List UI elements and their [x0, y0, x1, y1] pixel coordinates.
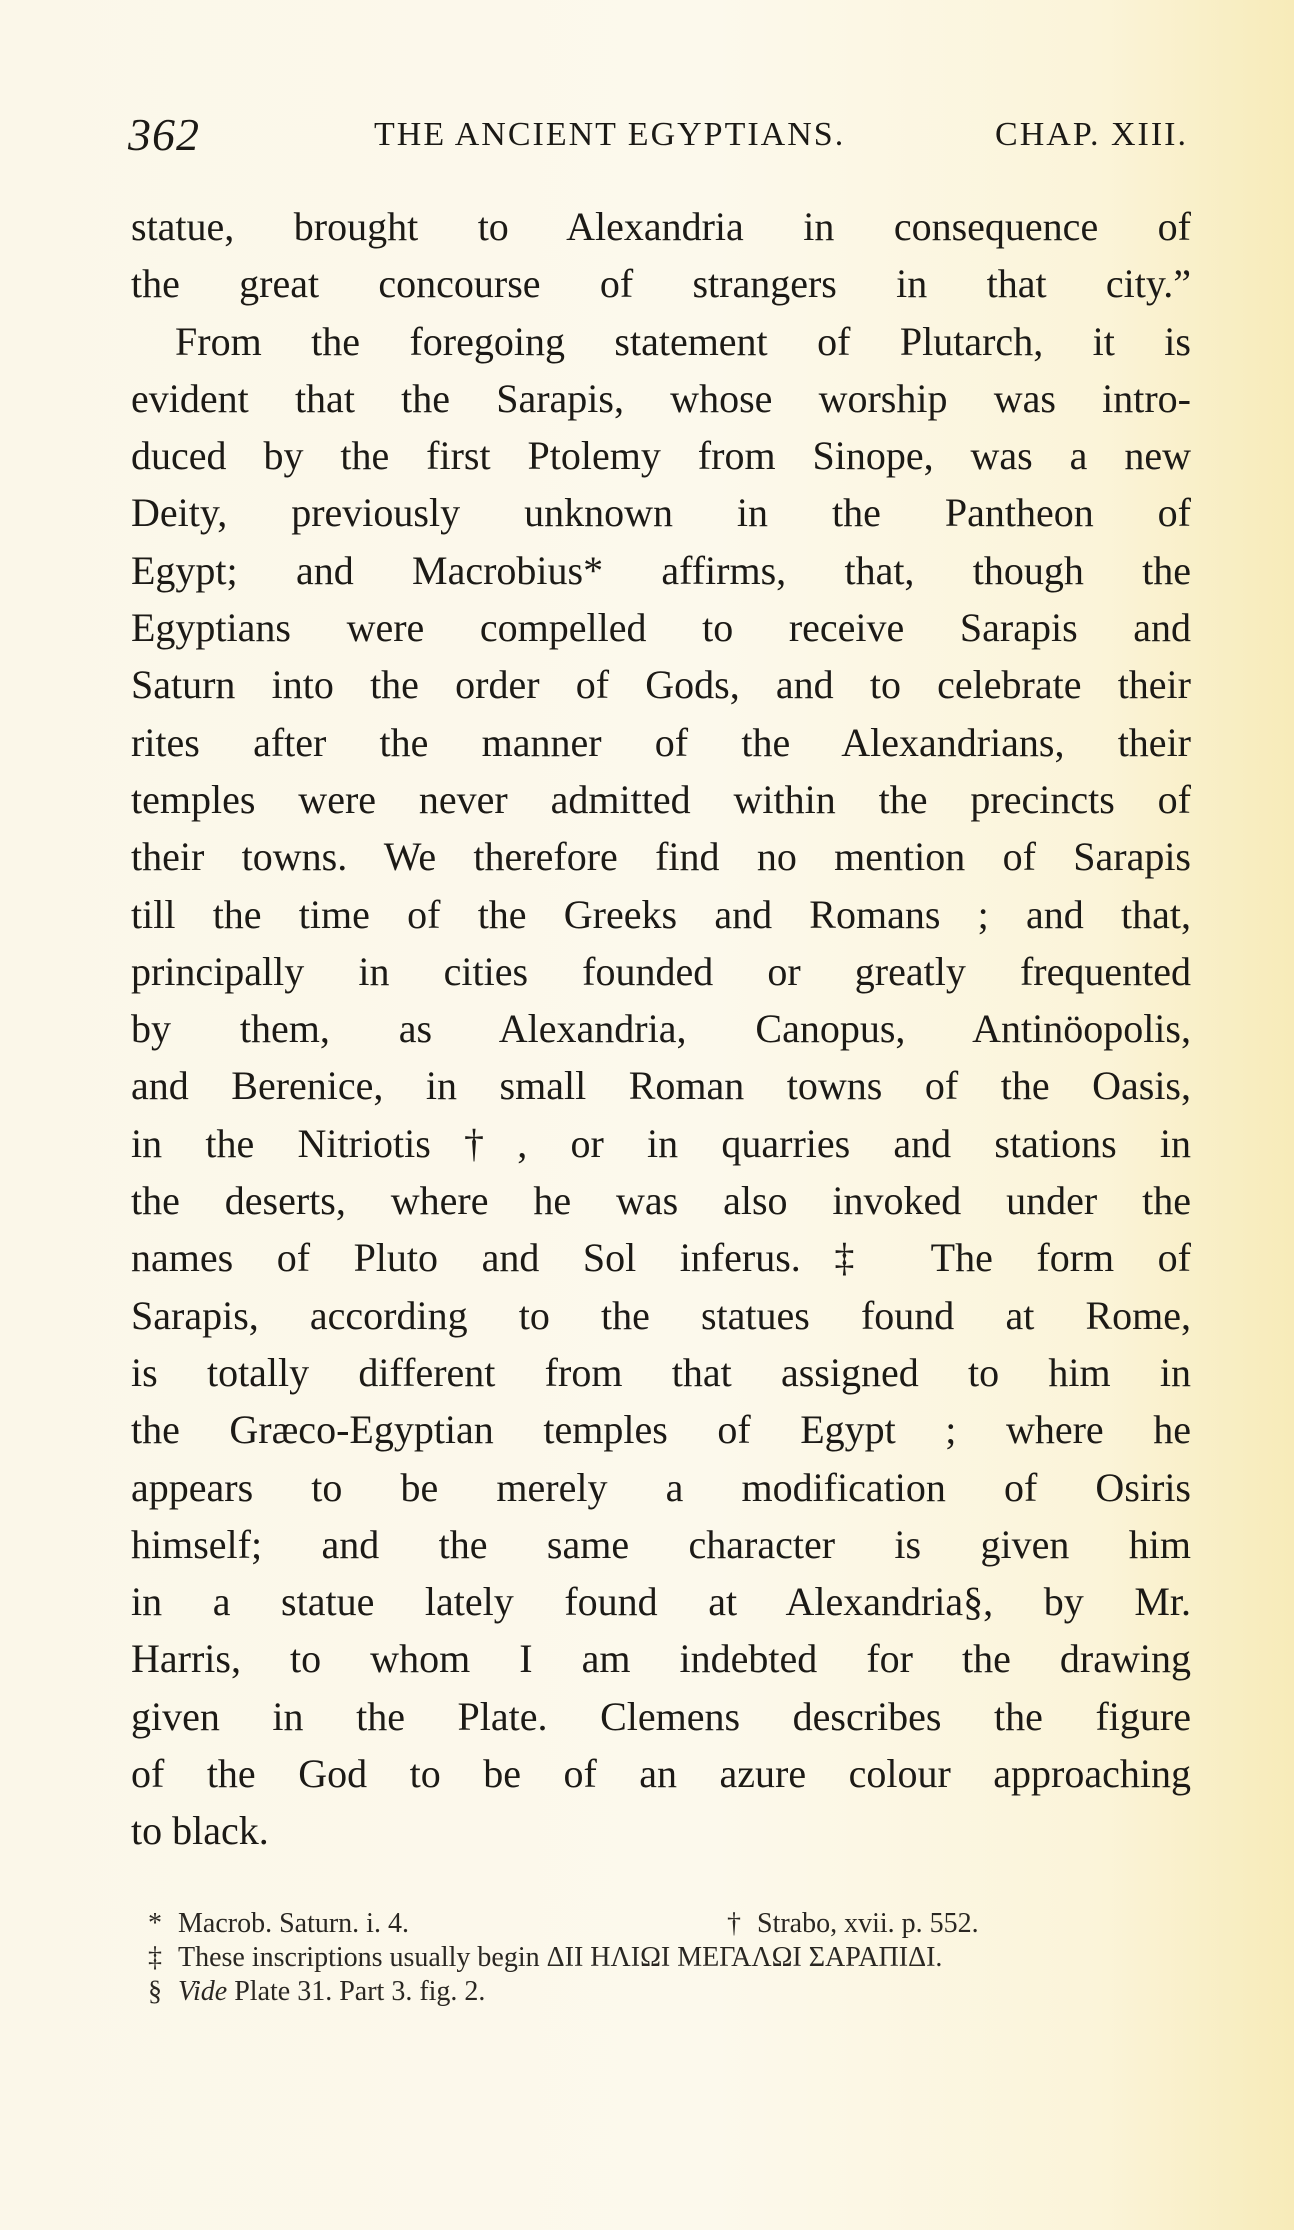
footnote-row [148, 1907, 1192, 1941]
footnote-mark: * [148, 1908, 162, 1939]
footnote-plate [148, 1975, 1192, 2009]
text-line: temples were never admitted within the precincts of [131, 776, 1191, 822]
text-line: their towns. We therefore find no mention of Sarapis [131, 834, 1191, 880]
body-text [131, 198, 1191, 1860]
text-line: and Berenice, in small Roman towns of the Oasis, [131, 1063, 1191, 1109]
footnote-mark: ‡ [148, 1942, 162, 1973]
text-line: of the God to be of an azure colour approaching [131, 1751, 1191, 1797]
text-line: From the foregoing statement of Plutarch, it is [175, 318, 1191, 364]
text-line: Egypt; and Macrobius* affirms, that, though the [131, 547, 1191, 593]
text-line: to black. [131, 1808, 269, 1854]
text-line: the Græco-Egyptian temples of Egypt ; where he [131, 1407, 1191, 1453]
text-line: Sarapis, according to the statues found at Rome, [131, 1292, 1191, 1338]
footnote-mark: † [727, 1908, 741, 1939]
footnote-inscriptions [148, 1941, 1192, 1975]
text-line: statue, brought to Alexandria in consequence of [131, 204, 1191, 249]
footnote-text: Macrob. Saturn. i. 4. [178, 1908, 409, 1939]
text-line: till the time of the Greeks and Romans ; and that, [131, 891, 1191, 937]
text-line: rites after the manner of the Alexandrians, their [131, 719, 1191, 765]
text-line: the great concourse of strangers in that city.” [131, 261, 1191, 307]
footnote-mark: § [148, 1976, 162, 2007]
running-head [128, 108, 1188, 158]
text-line: is totally different from that assigned to him in [131, 1349, 1191, 1395]
text-line: in the Nitriotis†, or in quarries and stations in [131, 1120, 1191, 1166]
footnote-text: These inscriptions usually begin ΔΙΙ ΗΛΙΩΙ ΜΕΓΑΛΩΙ ΣΑΡΑΠΙΔΙ. [178, 1942, 943, 1973]
text-line: Deity, previously unknown in the Pantheon of [131, 490, 1191, 536]
text-line: appears to be merely a modification of Osiris [131, 1464, 1191, 1510]
footnote-macrobius [148, 1907, 409, 1941]
footnote-text: Plate 31. Part 3. fig. 2. [227, 1976, 486, 2007]
text-line: names of Pluto and Sol inferus.‡ The form of [131, 1235, 1191, 1281]
footnote-vide: Vide [178, 1976, 228, 2007]
text-line: duced by the first Ptolemy from Sinope, was a new [131, 433, 1191, 479]
text-line: by them, as Alexandria, Canopus, Antinöopolis, [131, 1006, 1191, 1052]
running-title: THE ANCIENT EGYPTIANS. [374, 116, 846, 153]
text-line: evident that the Sarapis, whose worship was intro- [131, 375, 1191, 421]
text-line: Saturn into the order of Gods, and to celebrate their [131, 662, 1191, 708]
chapter-label: CHAP. XIII. [995, 116, 1188, 153]
text-line: given in the Plate. Clemens describes the figure [131, 1693, 1191, 1739]
text-line: Harris, to whom I am indebted for the drawing [131, 1636, 1191, 1682]
footnote-text: Strabo, xvii. p. 552. [757, 1908, 979, 1939]
text-line: principally in cities founded or greatly frequented [131, 948, 1191, 994]
text-line: the deserts, where he was also invoked under the [131, 1178, 1191, 1224]
text-line: Egyptians were compelled to receive Sarapis and [131, 605, 1191, 651]
page-number: 362 [128, 109, 200, 160]
footnotes [148, 1907, 1192, 2009]
text-line: in a statue lately found at Alexandria§, by Mr. [131, 1579, 1191, 1625]
footnote-strabo [727, 1907, 979, 1941]
text-line: himself; and the same character is given him [131, 1521, 1191, 1567]
